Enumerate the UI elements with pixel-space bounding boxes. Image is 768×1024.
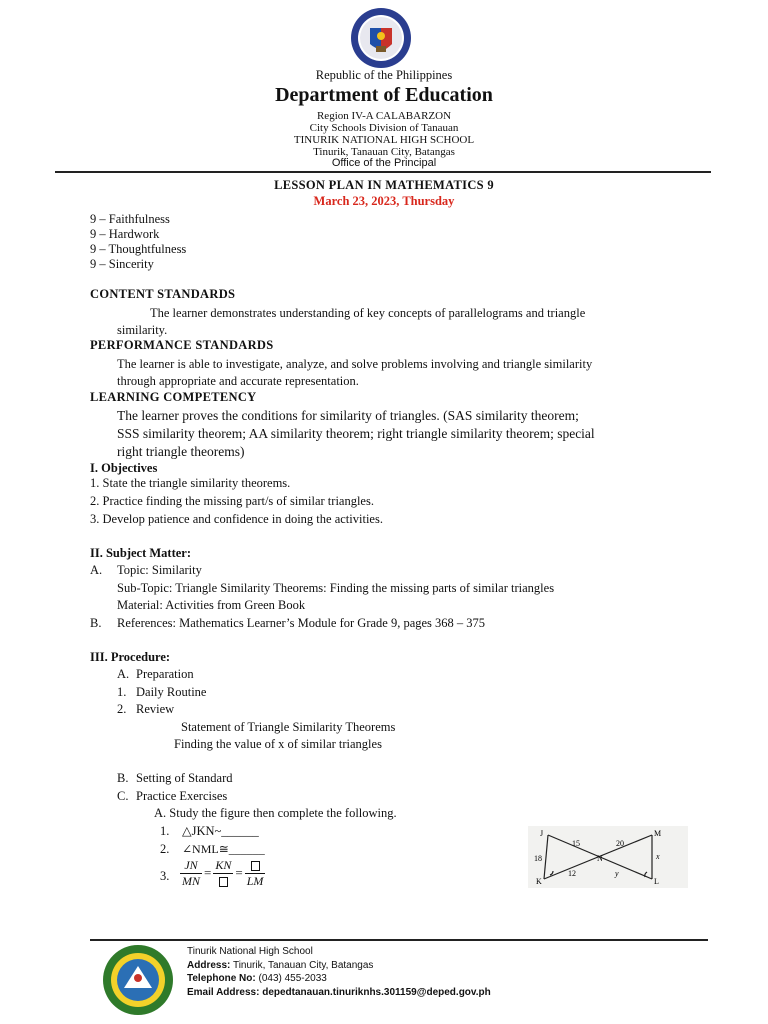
section-sincerity: 9 – Sincerity <box>90 257 154 271</box>
procedure-marker-c: C. <box>117 789 129 803</box>
vertex-j-label: J <box>540 829 544 838</box>
footer-telephone <box>187 972 327 986</box>
objective-item-2: 2. Practice finding the missing part/s of similar triangles. <box>90 494 374 508</box>
footer-address <box>187 959 373 973</box>
vertex-k-label: K <box>536 877 542 886</box>
fraction-blank-denominator <box>213 874 233 889</box>
fraction-numerator: JN <box>180 858 202 874</box>
school-seal-logo <box>100 944 176 1016</box>
fraction-blank-lm <box>245 858 266 889</box>
review-item-2: Finding the value of x of similar triangles <box>174 737 382 751</box>
deped-seal-logo <box>346 6 416 70</box>
footer-email-label: Email Address: <box>187 987 260 998</box>
practice-exercises-label: Practice Exercises <box>136 789 228 803</box>
vertex-m-label: M <box>654 829 662 838</box>
content-standards-heading: CONTENT STANDARDS <box>90 287 236 301</box>
side-jn-value: 15 <box>572 839 580 848</box>
exercise-item-3-marker: 3. <box>160 869 170 883</box>
similar-triangles-figure <box>528 826 688 888</box>
subject-marker-a: A. <box>90 563 103 577</box>
procedure-heading: III. Procedure: <box>90 650 171 664</box>
exercise-item-2-marker: 2. <box>160 842 170 856</box>
references-line: References: Mathematics Learner’s Module for Grade 9, pages 368 – 375 <box>117 616 486 630</box>
material-line: Material: Activities from Green Book <box>117 598 306 612</box>
division-line: City Schools Division of Tanauan <box>309 122 459 134</box>
footer-telephone-value: (043) 455-2033 <box>258 973 327 984</box>
footer-telephone-label: Telephone No: <box>187 973 256 984</box>
content-standards-text: The learner demonstrates understanding of key concepts of parallelograms and triangle <box>150 306 586 320</box>
side-nm-value: 20 <box>616 839 624 848</box>
content-standards-text-cont: similarity. <box>117 323 168 337</box>
performance-standards-text-cont: through appropriate and accurate representation. <box>117 374 359 388</box>
setting-standard-label: Setting of Standard <box>136 771 233 785</box>
exercise-item-2: ∠NML≅______ <box>182 842 265 856</box>
side-nl-variable: y <box>615 869 619 878</box>
section-thoughtfulness: 9 – Thoughtfulness <box>90 242 187 256</box>
topic-line: Topic: Similarity <box>117 563 202 577</box>
step1-marker: 1. <box>117 685 127 699</box>
objectives-heading: I. Objectives <box>90 461 158 475</box>
procedure-marker-a: A. <box>117 667 130 681</box>
review-label: Review <box>136 702 175 716</box>
side-kn-value: 12 <box>568 869 576 878</box>
performance-standards-text: The learner is able to investigate, analyze, and solve problems involving and triangle similarity <box>117 357 593 371</box>
vertex-n-label: N <box>597 854 603 863</box>
subtopic-line: Sub-Topic: Triangle Similarity Theorems: Finding the missing parts of similar triangles <box>117 581 555 595</box>
footer-divider <box>90 939 708 941</box>
section-hardwork: 9 – Hardwork <box>90 227 160 241</box>
equals-sign: = <box>204 865 212 880</box>
footer-address-label: Address: <box>187 960 231 971</box>
lesson-date: March 23, 2023, Thursday <box>313 194 455 208</box>
step2-marker: 2. <box>117 702 127 716</box>
side-jk-value: 18 <box>534 854 542 863</box>
side-ml-variable: x <box>656 852 660 861</box>
fraction-denominator: LM <box>246 873 264 888</box>
subject-matter-heading: II. Subject Matter: <box>90 546 192 560</box>
department-title: Department of Education <box>275 84 493 106</box>
exercise-item-1-marker: 1. <box>160 824 170 838</box>
fraction-blank-numerator <box>245 858 266 874</box>
republic-line: Republic of the Philippines <box>315 68 453 82</box>
learning-competency-heading: LEARNING COMPETENCY <box>90 390 257 404</box>
exercise-item-1: △JKN~______ <box>182 824 259 838</box>
daily-routine-label: Daily Routine <box>136 685 207 699</box>
objective-item-3: 3. Develop patience and confidence in doing the activities. <box>90 512 383 526</box>
footer-school-name: Tinurik National High School <box>187 946 313 957</box>
fraction-denominator: MN <box>182 873 200 888</box>
fraction-jn-mn <box>180 858 202 889</box>
blank-box-icon <box>251 861 260 871</box>
footer-email <box>187 986 491 1000</box>
preparation-label: Preparation <box>136 667 194 681</box>
header-divider <box>55 171 711 173</box>
blank-box-icon <box>219 877 228 887</box>
subject-marker-b: B. <box>90 616 102 630</box>
review-item-1: Statement of Triangle Similarity Theorems <box>181 720 396 734</box>
school-name: TINURIK NATIONAL HIGH SCHOOL <box>293 134 475 146</box>
fraction-kn-blank <box>213 858 233 889</box>
section-faithfulness: 9 – Faithfulness <box>90 212 170 226</box>
fraction-numerator: KN <box>215 857 232 872</box>
region-line: Region IV-A CALABARZON <box>316 110 452 122</box>
procedure-marker-b: B. <box>117 771 129 785</box>
objective-item-1: 1. State the triangle similarity theorems. <box>90 476 291 490</box>
exercise-item-3-proportion <box>180 856 265 890</box>
footer-email-value[interactable]: depedtanauan.tinuriknhs.301159@deped.gov.ph <box>262 987 491 998</box>
lesson-plan-title: LESSON PLAN IN MATHEMATICS 9 <box>274 178 494 192</box>
learning-competency-line1: The learner proves the conditions for similarity of triangles. (SAS similarity theorem; <box>117 408 579 423</box>
school-address: Tinurik, Tanauan City, Batangas <box>313 146 455 158</box>
office-line: Office of the Principal <box>331 157 437 169</box>
performance-standards-heading: PERFORMANCE STANDARDS <box>90 338 274 352</box>
learning-competency-line3: right triangle theorems) <box>117 444 245 459</box>
exercise-instruction: A. Study the figure then complete the following. <box>154 806 397 820</box>
learning-competency-line2: SSS similarity theorem; AA similarity theorem; right triangle similarity theorem; special <box>117 426 595 441</box>
equals-sign: = <box>235 865 243 880</box>
footer-address-value: Tinurik, Tanauan City, Batangas <box>232 960 374 971</box>
vertex-l-label: L <box>654 877 659 886</box>
